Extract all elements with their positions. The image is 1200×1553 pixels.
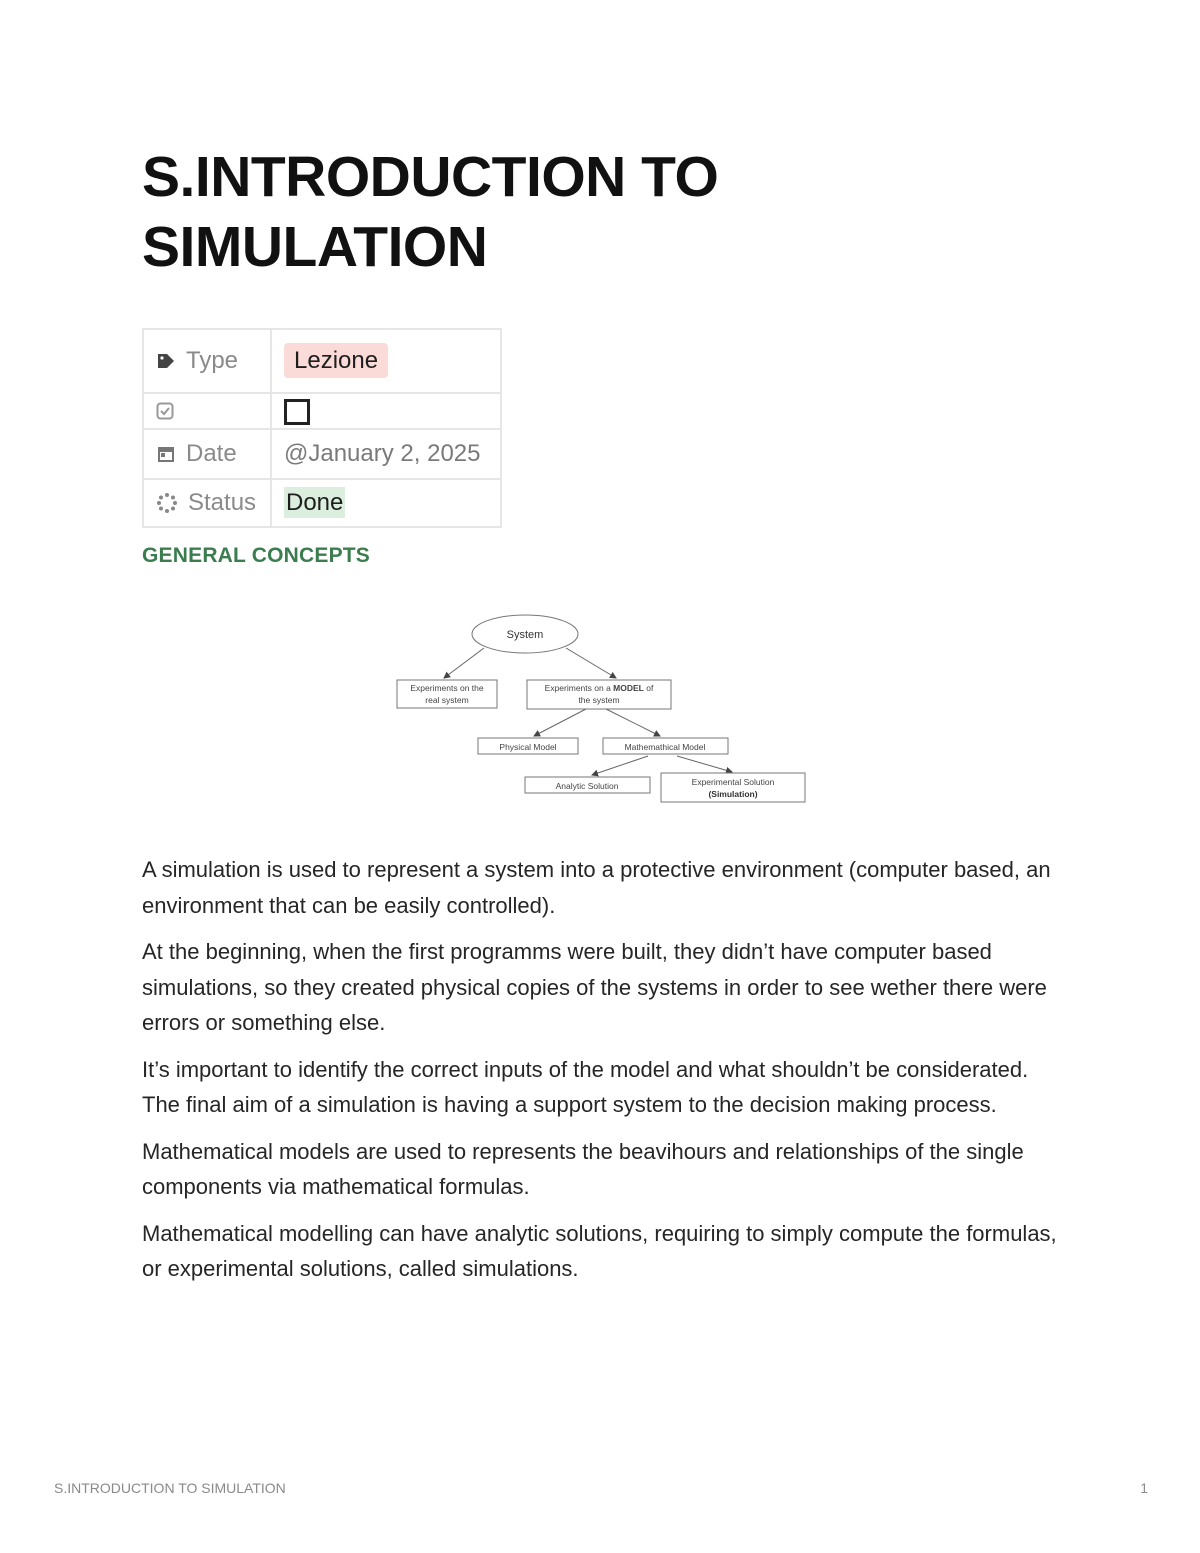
body-text [142, 852, 1062, 1298]
property-value-type[interactable] [271, 329, 501, 393]
diagram-label-mathematical: Mathemathical Model [624, 742, 706, 752]
diagram-label-system: System [506, 629, 544, 641]
checkbox-property-icon [156, 402, 174, 420]
paragraph: It’s important to identify the correct inputs of the model and what shouldn’t be considerated. The final aim of a simulation is having a support system to the decision making process. [142, 1056, 1029, 1117]
diagram-label-real-line1: Experiments on the [410, 683, 484, 693]
property-row-type [143, 329, 501, 393]
section-heading: GENERAL CONCEPTS [142, 544, 371, 567]
page-title: S.INTRODUCTION TO SIMULATION [142, 145, 719, 279]
property-row-checkbox [143, 393, 501, 429]
paragraph: At the beginning, when the first programms were built, they didn’t have computer based simulations, so they created physical copies of the systems in order to see wether there were errors or something else. [142, 939, 1047, 1035]
property-label-status: Status [188, 489, 257, 516]
type-tag[interactable]: Lezione [284, 343, 388, 378]
paragraph: Mathematical modelling can have analytic solutions, requiring to simply compute the formulas, or experimental solutions, called simulations. [142, 1220, 1057, 1281]
simulation-diagram [392, 610, 812, 810]
paragraph: A simulation is used to represent a system into a protective environment (computer based, an environment that can be easily controlled). [142, 857, 1051, 918]
diagram-label-model-pre: Experiments on a [544, 683, 614, 693]
status-icon [156, 492, 178, 514]
property-value-date[interactable] [271, 429, 501, 479]
diagram-label-model-post: of [643, 683, 654, 693]
calendar-icon [156, 444, 176, 464]
diagram-arrows [444, 648, 732, 775]
diagram-label-model-bold: MODEL [613, 683, 644, 693]
property-key-date [143, 429, 271, 479]
property-key-type [143, 329, 271, 393]
checkbox[interactable] [284, 399, 310, 425]
diagram-label-physical: Physical Model [499, 742, 557, 752]
diagram-label-experimental-line1: Experimental Solution [691, 777, 775, 787]
diagram-label-analytic: Analytic Solution [555, 781, 619, 791]
diagram-label-experimental-line2: (Simulation) [708, 789, 758, 799]
property-row-date [143, 429, 501, 479]
diagram-label-model-line2: the system [578, 695, 620, 705]
status-tag[interactable]: Done [286, 489, 344, 516]
tag-icon [156, 351, 176, 371]
property-label-type: Type [186, 347, 239, 374]
property-key-status [143, 479, 271, 527]
properties-table [142, 328, 502, 528]
property-value-checkbox[interactable] [271, 393, 501, 429]
footer-title: S.INTRODUCTION TO SIMULATION [54, 1480, 286, 1496]
diagram-label-model-line1 [545, 683, 654, 693]
property-label-date: Date [186, 440, 237, 467]
property-key-checkbox [143, 393, 271, 429]
diagram-label-real-line2: real system [425, 695, 469, 705]
property-value-status[interactable] [271, 479, 501, 527]
page-number: 1 [1140, 1480, 1148, 1496]
date-value[interactable]: @January 2, 2025 [284, 440, 481, 467]
property-row-status [143, 479, 501, 527]
paragraph: Mathematical models are used to represents the beavihours and relationships of the single components via mathematical formulas. [142, 1138, 1024, 1199]
